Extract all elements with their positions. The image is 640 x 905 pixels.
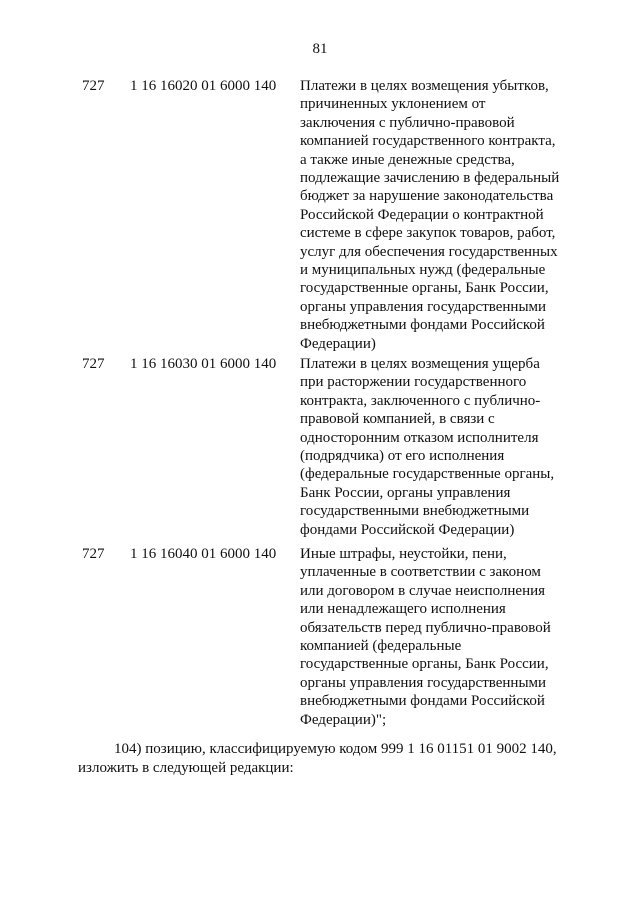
description-line: обязательств перед публично-правовой [300, 619, 551, 636]
description-line: причиненных уклонением от [300, 96, 486, 113]
amendment-paragraph [78, 740, 578, 778]
description-line: Банк России, органы управления [300, 484, 511, 501]
paragraph-line: изложить в следующей редакции: [78, 760, 294, 776]
description-line: подлежащие зачислению в федеральный [300, 170, 560, 187]
page-number: 81 [312, 41, 328, 57]
description-line: и муниципальных нужд (федеральные [300, 262, 546, 279]
description-line: заключения с публично-правовой [300, 114, 515, 131]
row-description [300, 77, 570, 353]
description-line: государственные органы, Банк России, [300, 280, 549, 297]
description-line: Иные штрафы, неустойки, пени, [300, 546, 507, 562]
description-line: государственными внебюджетными [300, 503, 530, 520]
admin-code: 727 [82, 78, 105, 94]
description-line: (подрядчика) от его исполнения [300, 448, 505, 465]
admin-code: 727 [82, 546, 105, 562]
description-line: системе в сфере закупок товаров, работ, [300, 225, 556, 242]
budget-classification-code: 1 16 16030 01 6000 140 [130, 356, 277, 372]
description-line: Платежи в целях возмещения ущерба [300, 356, 540, 372]
description-line: фондами Российской Федерации) [300, 521, 515, 538]
description-line: Российской Федерации о контрактной [300, 206, 544, 223]
description-line: правовой компанией, в связи с [300, 411, 495, 428]
budget-classification-code: 1 16 16040 01 6000 140 [130, 546, 277, 562]
description-line: а также иные денежные средства, [300, 151, 515, 168]
description-line: Федерации) [300, 335, 376, 352]
paragraph-line: 104) позицию, классифицируемую кодом 999 1 16 01151 01 9002 140, [114, 741, 557, 757]
description-line: односторонним отказом исполнителя [300, 429, 539, 446]
row-description [300, 545, 570, 729]
description-line: органы управления государственными [300, 674, 547, 691]
description-line: компанией государственного контракта, [300, 133, 556, 150]
description-line: государственные органы, Банк России, [300, 656, 549, 673]
description-line: внебюджетными фондами Российской [300, 317, 545, 334]
budget-classification-code: 1 16 16020 01 6000 140 [130, 78, 277, 94]
description-line: контракта, заключенного с публично- [300, 392, 541, 409]
description-line: услуг для обеспечения государственных [300, 243, 558, 260]
description-line: уплаченные в соответствии с законом [300, 564, 541, 581]
description-line: органы управления государственными [300, 298, 547, 315]
description-line: или ненадлежащего исполнения [300, 601, 506, 618]
admin-code: 727 [82, 356, 105, 372]
description-line: внебюджетными фондами Российской [300, 693, 545, 710]
description-line: бюджет за нарушение законодательства [300, 188, 554, 205]
description-line: Платежи в целях возмещения убытков, [300, 78, 549, 94]
description-line: (федеральные государственные органы, [300, 466, 555, 483]
description-line: компанией (федеральные [300, 638, 462, 655]
row-description [300, 355, 570, 539]
description-line: при расторжении государственного [300, 374, 527, 391]
description-line: или договором в случае неисполнения [300, 582, 546, 599]
description-line: Федерации)"; [300, 711, 387, 728]
